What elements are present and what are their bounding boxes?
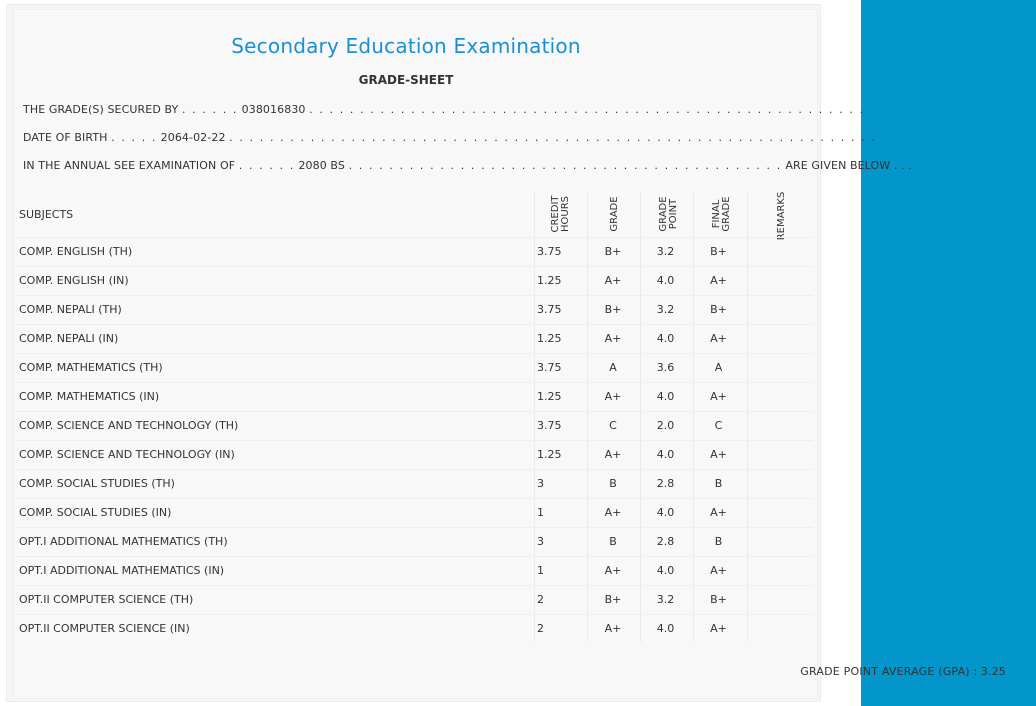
table-row <box>12 266 813 295</box>
gpa-label: GRADE POINT AVERAGE (GPA) <box>800 665 970 678</box>
subject-cell: COMP. ENGLISH (TH) <box>19 245 133 258</box>
table-header <box>12 191 813 241</box>
dob-value: 2064-02-22 <box>160 131 226 144</box>
credit-hours-cell: 2 <box>537 622 544 635</box>
dob-label: DATE OF BIRTH <box>23 131 108 144</box>
grade-point-cell: 4.0 <box>656 274 675 287</box>
subject-cell: OPT.I ADDITIONAL MATHEMATICS (IN) <box>19 564 225 577</box>
grade-point-cell: 2.8 <box>656 535 675 548</box>
grade-cell: A <box>609 361 617 374</box>
grade-cell: B+ <box>604 245 622 258</box>
final-grade-cell: B <box>714 477 723 490</box>
subject-cell: OPT.II COMPUTER SCIENCE (IN) <box>19 622 190 635</box>
table-row <box>12 324 813 353</box>
grade-point-cell: 2.0 <box>656 419 675 432</box>
subject-cell: COMP. MATHEMATICS (TH) <box>19 361 163 374</box>
exam-value: 2080 BS <box>298 159 345 172</box>
subject-cell: COMP. NEPALI (TH) <box>19 303 122 316</box>
table-row <box>12 585 813 614</box>
subject-cell: COMP. SOCIAL STUDIES (TH) <box>19 477 175 490</box>
grade-point-cell: 2.8 <box>656 477 675 490</box>
final-grade-cell: A+ <box>710 564 727 577</box>
table-row <box>12 556 813 585</box>
grade-cell: A+ <box>604 448 622 461</box>
final-grade-cell: A <box>714 361 723 374</box>
final-grade-cell: A+ <box>710 390 727 403</box>
credit-hours-cell: 3.75 <box>537 361 562 374</box>
final-grade-cell: C <box>714 419 723 432</box>
subject-cell: COMP. NEPALI (IN) <box>19 332 119 345</box>
final-grade-cell: B <box>714 535 723 548</box>
table-row <box>12 498 813 527</box>
credit-hours-cell: 1.25 <box>537 332 562 345</box>
header-final-grade: FINAL GRADE <box>711 196 732 232</box>
subject-cell: COMP. SOCIAL STUDIES (IN) <box>19 506 172 519</box>
grade-point-cell: 4.0 <box>656 506 675 519</box>
table-row <box>12 527 813 556</box>
secured-by-value: 038016830 <box>241 103 306 116</box>
table-row <box>12 237 813 266</box>
grade-cell: B+ <box>604 593 622 606</box>
exam-line: IN THE ANNUAL SEE EXAMINATION OF . . . . . . 2080 BS . . . . . . . . . . . . . . . . . . . . . . . . . . . . . . . . . . . . . . . . . . . ARE GIVEN BELOW . . . <box>23 159 912 172</box>
grade-cell: A+ <box>604 274 622 287</box>
table-row <box>12 469 813 498</box>
exam-label: IN THE ANNUAL SEE EXAMINATION OF <box>23 159 236 172</box>
credit-hours-cell: 1.25 <box>537 274 562 287</box>
credit-hours-cell: 3 <box>537 535 544 548</box>
credit-hours-cell: 3.75 <box>537 303 562 316</box>
grade-cell: B <box>609 477 617 490</box>
subject-cell: COMP. SCIENCE AND TECHNOLOGY (IN) <box>19 448 235 461</box>
credit-hours-cell: 3.75 <box>537 419 562 432</box>
header-credit-hours: CREDIT HOURS <box>550 195 571 233</box>
grade-cell: C <box>609 419 617 432</box>
grade-cell: B+ <box>604 303 622 316</box>
dob-line: DATE OF BIRTH . . . . . 2064-02-22 . . . . . . . . . . . . . . . . . . . . . . . . . . . . . . . . . . . . . . . . . . . . . . . . . . . . . . . . . . . . . . . . <box>23 131 877 144</box>
subject-cell: COMP. SCIENCE AND TECHNOLOGY (TH) <box>19 419 239 432</box>
final-grade-cell: B+ <box>710 303 727 316</box>
grade-point-cell: 4.0 <box>656 564 675 577</box>
grade-cell: A+ <box>604 332 622 345</box>
table-row <box>12 411 813 440</box>
subject-cell: COMP. ENGLISH (IN) <box>19 274 129 287</box>
final-grade-cell: B+ <box>710 245 727 258</box>
final-grade-cell: A+ <box>710 448 727 461</box>
credit-hours-cell: 1 <box>537 506 544 519</box>
grade-cell: A+ <box>604 390 622 403</box>
final-grade-cell: A+ <box>710 622 727 635</box>
grade-point-cell: 3.6 <box>656 361 675 374</box>
gpa-summary: GRADE POINT AVERAGE (GPA) : 3.25 <box>800 665 1006 678</box>
credit-hours-cell: 2 <box>537 593 544 606</box>
page-subtitle: GRADE-SHEET <box>358 73 454 87</box>
table-row <box>12 614 813 643</box>
table-row <box>12 440 813 469</box>
credit-hours-cell: 3 <box>537 477 544 490</box>
grade-cell: A+ <box>604 564 622 577</box>
table-row <box>12 382 813 411</box>
credit-hours-cell: 1.25 <box>537 390 562 403</box>
secured-by-line: THE GRADE(S) SECURED BY . . . . . . 038016830 . . . . . . . . . . . . . . . . . . . . . . . . . . . . . . . . . . . . . . . . . . . . . . . . . . . . . . . <box>23 103 865 116</box>
grade-point-cell: 3.2 <box>656 245 675 258</box>
grade-point-cell: 4.0 <box>656 448 675 461</box>
grade-point-cell: 4.0 <box>656 390 675 403</box>
credit-hours-cell: 1.25 <box>537 448 562 461</box>
grade-point-cell: 4.0 <box>656 332 675 345</box>
final-grade-cell: A+ <box>710 506 727 519</box>
grade-point-cell: 4.0 <box>656 622 675 635</box>
header-grade: GRADE <box>609 196 620 232</box>
exam-suffix: ARE GIVEN BELOW . . . <box>785 159 912 172</box>
grade-cell: B <box>609 535 617 548</box>
grade-cell: A+ <box>604 622 622 635</box>
header-remarks: REMARKS <box>776 191 787 241</box>
header-subjects: SUBJECTS <box>19 208 74 221</box>
header-grade-point: GRADE POINT <box>658 196 679 232</box>
credit-hours-cell: 3.75 <box>537 245 562 258</box>
table-row <box>12 295 813 324</box>
gpa-value: 3.25 <box>980 665 1006 678</box>
final-grade-cell: A+ <box>710 274 727 287</box>
subject-cell: OPT.II COMPUTER SCIENCE (TH) <box>19 593 194 606</box>
side-panel <box>861 0 1036 706</box>
final-grade-cell: A+ <box>710 332 727 345</box>
subject-cell: COMP. MATHEMATICS (IN) <box>19 390 160 403</box>
credit-hours-cell: 1 <box>537 564 544 577</box>
page-title: Secondary Education Examination <box>231 34 581 58</box>
final-grade-cell: B+ <box>710 593 727 606</box>
grade-point-cell: 3.2 <box>656 303 675 316</box>
grade-point-cell: 3.2 <box>656 593 675 606</box>
table-row <box>12 353 813 382</box>
secured-by-label: THE GRADE(S) SECURED BY <box>23 103 179 116</box>
grade-cell: A+ <box>604 506 622 519</box>
subject-cell: OPT.I ADDITIONAL MATHEMATICS (TH) <box>19 535 228 548</box>
